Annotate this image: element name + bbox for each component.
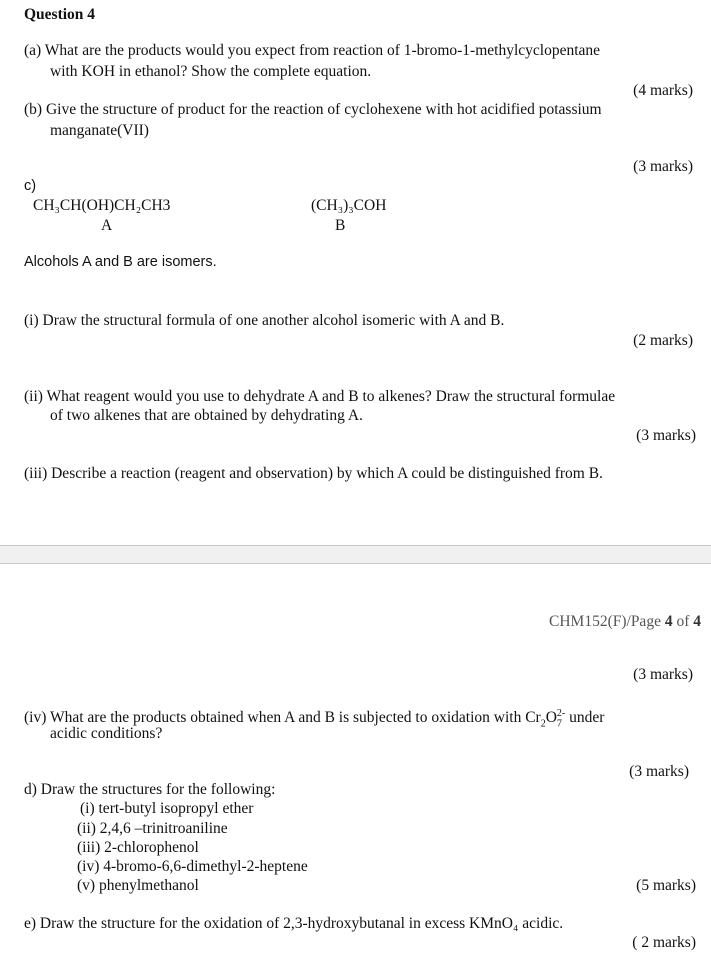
part-c-ii-line1: (ii) What reagent would you use to dehydrate A and B to alkenes? Draw the structural formulae — [24, 388, 616, 405]
o-subscript: 7 — [556, 718, 562, 730]
charge-superscript: 2- — [556, 708, 566, 719]
part-c-ii-line2: of two alkenes that are obtained by dehydrating A. — [50, 407, 363, 424]
question-title: Question 4 — [24, 6, 96, 23]
part-a-line2: with KOH in ethanol? Show the complete equation. — [50, 63, 372, 80]
part-d-item: (i) tert-butyl isopropyl ether — [80, 800, 254, 817]
part-d-marks: (5 marks) — [636, 877, 696, 894]
footer-of: of — [672, 613, 694, 630]
part-c-iv-text: (iv) What are the products obtained when A and B is subjected to oxidation with Cr — [24, 709, 541, 727]
part-c-label: c) — [24, 178, 37, 194]
part-b-marks: (3 marks) — [633, 158, 693, 175]
page-separator — [0, 545, 711, 564]
part-d-title: d) Draw the structures for the following: — [24, 781, 276, 798]
part-b-line2: manganate(VII) — [50, 122, 149, 139]
footer-page-number: 4 — [664, 613, 673, 630]
footer-page-total: 4 — [693, 613, 701, 630]
part-c-i: (i) Draw the structural formula of one another alcohol isomeric with A and B. — [24, 312, 505, 329]
part-c-iv-post: under — [565, 709, 605, 727]
part-a-line1: (a) What are the products would you expect from reaction of 1-bromo-1-methylcyclopentane — [24, 42, 601, 59]
label-b: B — [335, 217, 346, 234]
formula-b: (CH₃)₃COH — [311, 197, 387, 214]
label-a: A — [101, 217, 113, 234]
part-e-marks: ( 2 marks) — [632, 934, 696, 951]
part-d-item: (v) phenylmethanol — [77, 877, 199, 894]
cr-subscript: 2 — [540, 718, 546, 730]
part-e-text: e) Draw the structure for the oxidation of 2,3-hydroxybutanal in excess KMnO₄ acidic. — [24, 915, 564, 932]
part-c-iv-line2: acidic conditions? — [50, 725, 163, 742]
part-c-i-marks: (2 marks) — [633, 332, 693, 349]
part-c-iii: (iii) Describe a reaction (reagent and observation) by which A could be distinguished from B. — [24, 465, 603, 482]
carryover-marks: (3 marks) — [633, 666, 693, 683]
footer-prefix: CHM152(F)/Page — [549, 613, 665, 630]
oxygen-symbol: O — [545, 709, 557, 727]
page-footer — [549, 612, 701, 631]
part-d-item: (iv) 4-bromo-6,6-dimethyl-2-heptene — [77, 858, 308, 875]
formula-a: CH₃CH(OH)CH₂CH3 — [33, 197, 171, 214]
part-b-line1: (b) Give the structure of product for the reaction of cyclohexene with hot acidified potassium — [24, 101, 602, 118]
part-c-iv-marks: (3 marks) — [629, 763, 689, 780]
part-d-item: (iii) 2-chlorophenol — [77, 839, 199, 856]
part-d-item: (ii) 2,4,6 –trinitroaniline — [77, 820, 228, 837]
part-c-ii-marks: (3 marks) — [636, 427, 696, 444]
isomers-statement: Alcohols A and B are isomers. — [24, 254, 217, 270]
part-a-marks: (4 marks) — [633, 82, 693, 99]
